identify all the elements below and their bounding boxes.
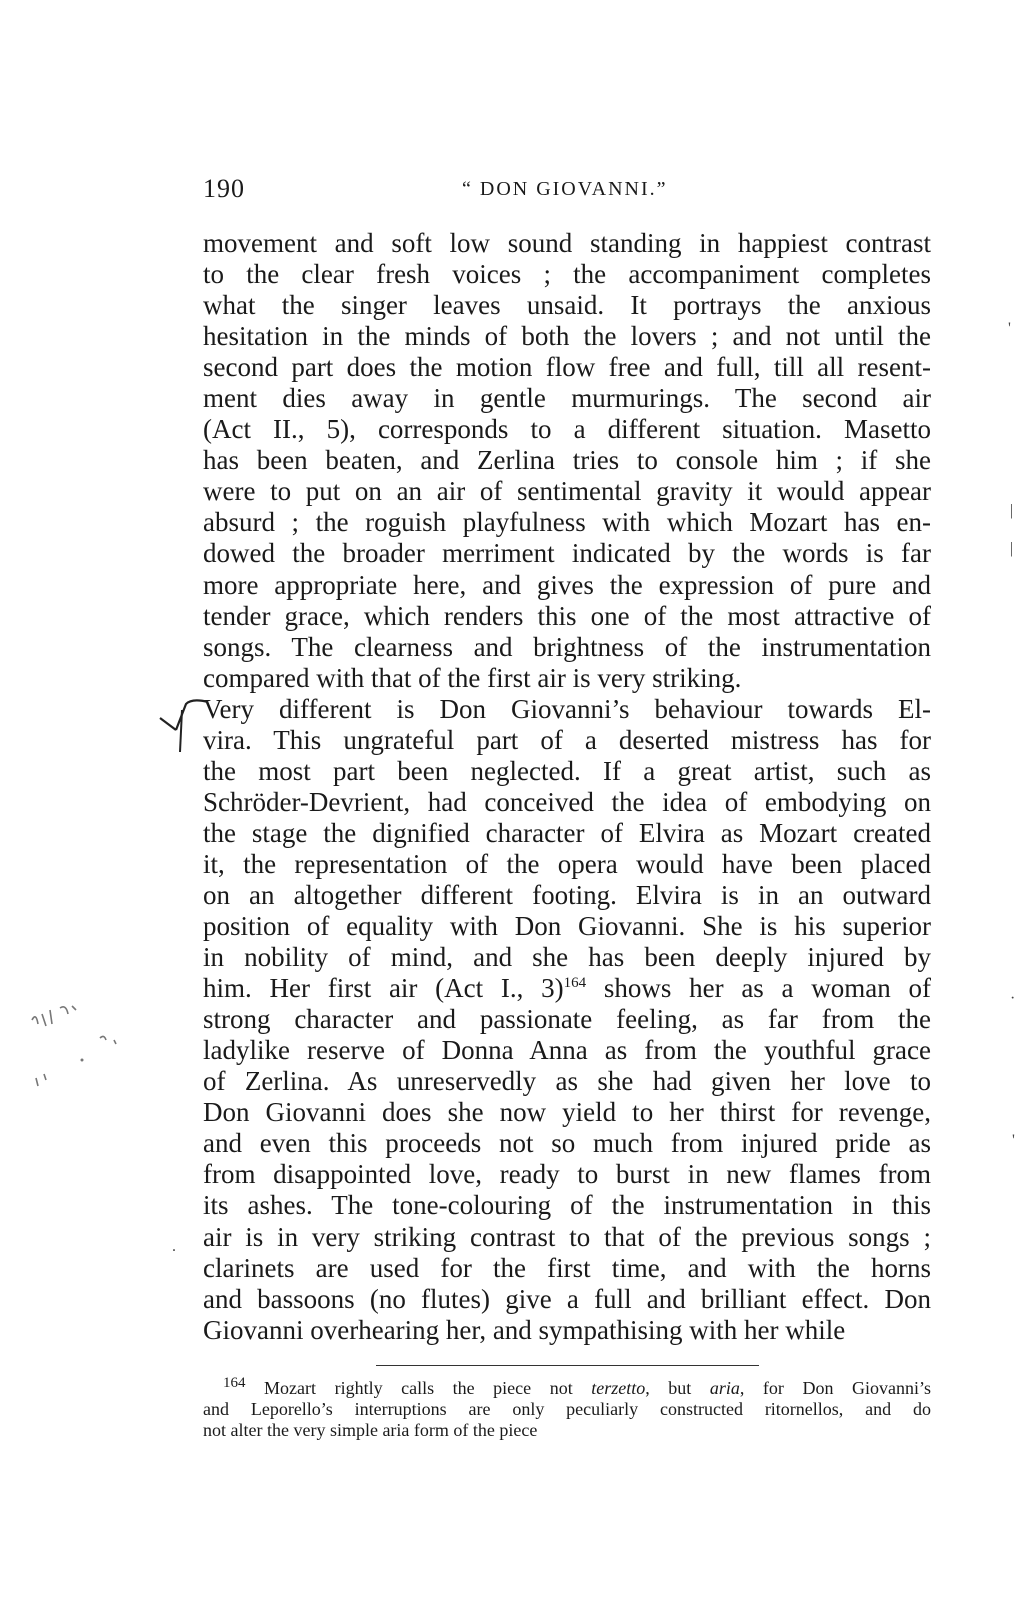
footnote-line-1: $^{164}$ Mozart rightly calls the piece not terzetto, but aria, for Don Giovanni’s: [223, 1375, 931, 1398]
body-line: clarinets are used for the first time, and with the horns: [203, 1252, 931, 1283]
body-line: air is in very striking contrast to that of the previous songs ;: [203, 1221, 931, 1252]
body-line: hesitation in the minds of both the lovers ; and not until the: [203, 321, 931, 352]
footnote-separator-rule: [376, 1365, 759, 1366]
body-line: Giovanni overhearing her, and sympathising with her while: [203, 1314, 846, 1345]
margin-speck: .: [172, 1238, 176, 1255]
body-line: of Zerlina. As unreservedly as she had given her love to: [203, 1066, 931, 1097]
body-line: vira. This ungrateful part of a deserted mistress has for: [203, 724, 931, 755]
margin-speck: ·: [1010, 990, 1016, 1007]
body-line: absurd ; the roguish playfulness with which Mozart has en-: [203, 507, 931, 538]
body-line-text: shows her as a woman of: [586, 973, 931, 1004]
body-line: position of equality with Don Giovanni. She is his superior: [203, 911, 931, 942]
page-number: 190: [203, 174, 245, 203]
body-line: more appropriate here, and gives the expression of pure and: [203, 569, 931, 600]
body-line: the stage the dignified character of Elvira as Mozart created: [203, 817, 931, 848]
body-line: and bassoons (no flutes) give a full and brilliant effect. Don: [203, 1283, 931, 1314]
body-line: ment dies away in gentle murmurings. The second air: [203, 383, 931, 414]
handwritten-paragraph-mark: [158, 696, 218, 756]
body-line: on an altogether different footing. Elvira is in an outward: [203, 879, 931, 910]
page-header: [203, 174, 933, 208]
body-line: Very different is Don Giovanni’s behaviour towards El-: [203, 693, 931, 724]
body-line: songs. The clearness and brightness of the instrumentation: [203, 631, 931, 662]
body-text: [203, 228, 931, 1346]
margin-speck: |: [1010, 540, 1014, 557]
body-line: and even this proceeds not so much from injured pride as: [203, 1128, 931, 1159]
footnote: [203, 1375, 931, 1441]
body-line-text: him. Her first air (Act I., 3): [203, 973, 564, 1004]
body-line: what the singer leaves unsaid. It portrays the anxious: [203, 290, 931, 321]
body-line: in nobility of mind, and she has been deeply injured by: [203, 942, 931, 973]
body-line: it, the representation of the opera would have been placed: [203, 848, 931, 879]
footnote-line-3: not alter the very simple aria form of the piece: [203, 1420, 538, 1440]
body-line: the most part been neglected. If a great artist, such as: [203, 755, 931, 786]
margin-speck: ': [1012, 1132, 1015, 1149]
body-line: (Act II., 5), corresponds to a different situation. Masetto: [203, 414, 931, 445]
body-line: [203, 973, 931, 1004]
body-line: tender grace, which renders this one of the most attractive of: [203, 600, 931, 631]
body-line: strong character and passionate feeling, as far from the: [203, 1004, 931, 1035]
body-line: from disappointed love, ready to burst in new flames from: [203, 1159, 931, 1190]
body-line: to the clear fresh voices ; the accompaniment completes: [203, 259, 931, 290]
margin-speck: |: [1010, 502, 1014, 519]
body-line: second part does the motion flow free and full, till all resent-: [203, 352, 931, 383]
body-line: has been beaten, and Zerlina tries to console him ; if she: [203, 445, 931, 476]
footnote-marker: 164: [223, 1375, 246, 1391]
body-line: ladylike reserve of Donna Anna as from the youthful grace: [203, 1035, 931, 1066]
running-head: “ DON GIOVANNI.”: [462, 178, 668, 200]
body-line: its ashes. The tone-colouring of the instrumentation in this: [203, 1190, 931, 1221]
margin-speck: ': [1008, 320, 1011, 337]
footnote-reference: 164: [563, 975, 587, 992]
body-line: movement and soft low sound standing in happiest contrast: [203, 228, 931, 258]
body-line: dowed the broader merriment indicated by the words is far: [203, 538, 931, 569]
footnote-line-2: and Leporello’s interruptions are only peculiarly constructed ritornellos, and do: [203, 1399, 931, 1419]
body-line: compared with that of the first air is very striking.: [203, 662, 742, 693]
body-line: Schröder-Devrient, had conceived the idea of embodying on: [203, 786, 931, 817]
body-line: Don Giovanni does she now yield to her thirst for revenge,: [203, 1097, 931, 1128]
body-line: were to put on an air of sentimental gravity it would appear: [203, 476, 931, 507]
margin-pencil-scribble: [22, 1000, 132, 1095]
